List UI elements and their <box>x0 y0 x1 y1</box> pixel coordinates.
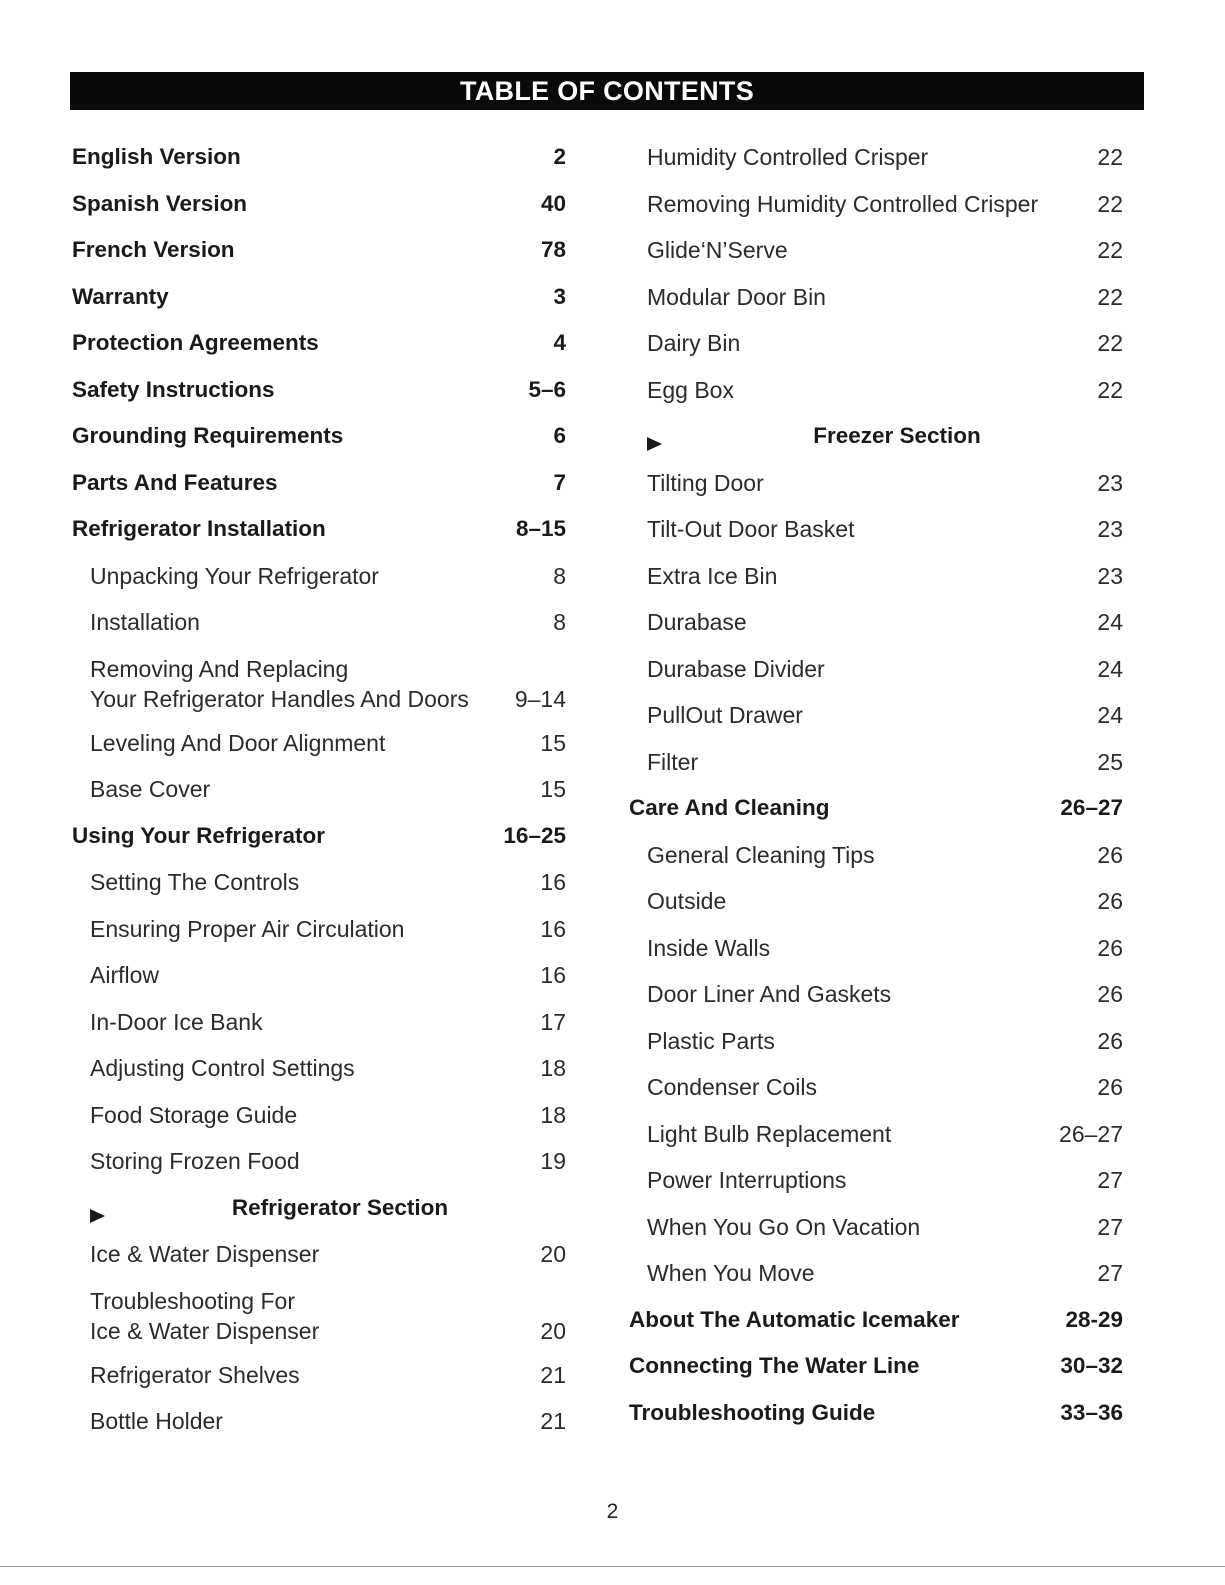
toc-entry <box>72 413 566 460</box>
toc-entry-title <box>72 142 241 172</box>
toc-entry-page: 8 <box>553 609 566 635</box>
toc-entry <box>629 134 1123 181</box>
toc-entry-label: English Version <box>72 144 241 169</box>
toc-entry-title <box>72 375 275 405</box>
toc-entry-title <box>647 747 698 777</box>
toc-entry-label: Parts And Features <box>72 469 278 495</box>
toc-entry <box>629 1250 1123 1297</box>
toc-entry-label: Adjusting Control Settings <box>90 1055 355 1081</box>
toc-right-column <box>629 134 1123 1436</box>
toc-entry-page: 17 <box>540 1008 566 1035</box>
toc-entry-page: 21 <box>540 1361 566 1388</box>
toc-entry-title <box>647 1165 846 1195</box>
toc-entry <box>72 1278 566 1352</box>
toc-entry-title <box>90 1406 223 1436</box>
bottom-divider <box>0 1566 1225 1567</box>
toc-entry-page: 4 <box>553 330 566 355</box>
toc-entry-page: 26 <box>1097 1074 1123 1100</box>
toc-entry-label: Food Storage Guide <box>90 1101 298 1128</box>
toc-entry <box>72 1398 566 1445</box>
toc-entry-page: 8–15 <box>515 516 566 541</box>
toc-entry-page: 16 <box>540 869 566 895</box>
toc-entry-title <box>647 933 770 963</box>
toc-entry-title <box>629 1351 919 1381</box>
toc-entry-label: Egg Box <box>647 376 734 403</box>
toc-entry-label: Power Interruptions <box>647 1167 847 1193</box>
toc-entry <box>629 1204 1123 1251</box>
toc-entry <box>72 999 566 1046</box>
toc-entry-title <box>90 561 379 591</box>
toc-entry-title <box>647 468 764 498</box>
toc-entry-title <box>90 1146 300 1176</box>
toc-entry <box>629 506 1123 553</box>
toc-entry-title <box>72 514 326 544</box>
toc-entry <box>72 1231 566 1278</box>
toc-entry-title <box>90 1053 355 1083</box>
toc-entry-page: 26 <box>1097 888 1123 914</box>
toc-entry-title <box>72 468 277 498</box>
toc-entry-page: 27 <box>1097 1260 1123 1286</box>
toc-entry-page: 6 <box>553 423 566 448</box>
toc-entry-label: Glide‘N’Serve <box>647 237 788 263</box>
toc-entry-title <box>629 1305 959 1335</box>
toc-entry <box>629 181 1123 228</box>
toc-entry-label: Removing And Replacing Your Refrigerator Handles And Doors <box>90 655 469 712</box>
toc-entry <box>629 1390 1123 1437</box>
toc-entry <box>629 1064 1123 1111</box>
toc-entry-title <box>647 886 726 916</box>
toc-entry-label: Outside <box>647 888 727 914</box>
toc-entry-label: Refrigerator Section <box>231 1194 449 1220</box>
toc-entry-page: 18 <box>540 1101 566 1128</box>
toc-entry-label: Filter <box>647 748 699 775</box>
toc-entry-page: 18 <box>540 1055 566 1081</box>
toc-entry <box>72 320 566 367</box>
toc-entry-label: Storing Frozen Food <box>90 1148 300 1174</box>
toc-entry-title <box>647 561 777 591</box>
toc-entry-page: 22 <box>1097 330 1123 356</box>
toc-entry-title <box>72 421 343 451</box>
toc-entry-page: 15 <box>540 776 566 802</box>
toc-entry-page: 28-29 <box>1065 1306 1123 1332</box>
toc-entry-label: Bottle Holder <box>90 1408 223 1434</box>
toc-entry-label: Door Liner And Gaskets <box>647 981 892 1007</box>
toc-entry-title <box>647 1119 891 1149</box>
toc-entry-page: 22 <box>1097 376 1123 403</box>
right-triangle-arrow-icon <box>90 1209 105 1223</box>
toc-entry <box>629 320 1123 367</box>
toc-entry-page: 26 <box>1097 841 1123 868</box>
toc-entry-title <box>90 654 469 714</box>
toc-entry <box>629 1111 1123 1158</box>
toc-entry-label: Tilting Door <box>647 469 764 496</box>
toc-entry-page: 8 <box>553 562 566 589</box>
toc-entry-page: 30–32 <box>1060 1353 1123 1378</box>
toc-entry <box>629 274 1123 321</box>
toc-left-column <box>72 134 566 1445</box>
toc-entry-page: 25 <box>1097 748 1123 775</box>
toc-entry-page: 24 <box>1097 609 1123 635</box>
toc-entry-title <box>647 235 788 265</box>
toc-entry-page: 26–27 <box>1059 1120 1123 1147</box>
toc-entry-label: Grounding Requirements <box>72 423 344 448</box>
toc-entry-label: Tilt-Out Door Basket <box>647 516 855 542</box>
toc-entry-page: 27 <box>1097 1167 1123 1193</box>
toc-entry-page: 26 <box>1097 1027 1123 1054</box>
toc-entry <box>72 274 566 321</box>
toc-entry-title <box>90 1360 300 1390</box>
toc-entry-label: Humidity Controlled Crisper <box>647 144 929 170</box>
toc-entry-page: 7 <box>553 469 566 495</box>
toc-entry-label: Dairy Bin <box>647 330 741 356</box>
toc-entry <box>72 766 566 813</box>
page-number: 2 <box>606 1500 619 1523</box>
toc-entry-label: Protection Agreements <box>72 330 319 355</box>
toc-entry <box>629 739 1123 786</box>
toc-entry-page: 15 <box>540 729 566 756</box>
toc-entry <box>72 952 566 999</box>
toc-entry-title <box>72 235 235 265</box>
toc-entry-page: 2 <box>553 144 566 169</box>
toc-entry-page: 26–27 <box>1060 795 1123 820</box>
toc-entry <box>72 1045 566 1092</box>
toc-entry-label: Unpacking Your Refrigerator <box>90 562 379 589</box>
toc-entry <box>72 646 566 720</box>
toc-entry-label: Inside Walls <box>647 934 771 961</box>
toc-entry-title <box>72 189 247 219</box>
toc-entry <box>629 1157 1123 1204</box>
toc-entry-title <box>647 282 826 312</box>
toc-entry-label: Troubleshooting Guide <box>629 1399 876 1425</box>
toc-entry-title <box>647 1212 920 1242</box>
toc-entry-label: Ensuring Proper Air Circulation <box>90 915 405 942</box>
toc-entry-title <box>90 960 159 990</box>
toc-entry-page: 40 <box>540 190 566 216</box>
toc-entry-label: When You Go On Vacation <box>647 1213 921 1240</box>
toc-entry-page: 19 <box>540 1148 566 1174</box>
toc-entry-title <box>90 867 299 897</box>
toc-entry-title <box>647 1026 775 1056</box>
toc-entry-page: 24 <box>1097 655 1123 682</box>
toc-entry-page: 26 <box>1097 934 1123 961</box>
toc-entry-title <box>232 1193 448 1223</box>
toc-entry <box>629 1343 1123 1390</box>
toc-entry-title <box>647 328 740 358</box>
toc-entry-page: 20 <box>540 1241 566 1267</box>
toc-entry-page: 3 <box>553 283 566 309</box>
toc-entry-label: Troubleshooting For Ice & Water Dispenser <box>90 1287 320 1344</box>
toc-entry-page: 26 <box>1097 981 1123 1007</box>
toc-entry-page: 9–14 <box>514 685 566 712</box>
toc-entry-label: Spanish Version <box>72 190 248 216</box>
toc-entry <box>72 813 566 860</box>
toc-entry-label: PullOut Drawer <box>647 702 803 728</box>
toc-entry <box>72 720 566 767</box>
toc-entry <box>72 134 566 181</box>
toc-entry-label: Installation <box>90 609 200 635</box>
toc-entry-label: Using Your Refrigerator <box>72 822 325 848</box>
toc-entry <box>629 646 1123 693</box>
toc-entry <box>72 181 566 228</box>
toc-entry-label: In-Door Ice Bank <box>90 1008 263 1035</box>
toc-entry-page: 16 <box>540 962 566 988</box>
toc-entry-label: Durabase <box>647 609 747 635</box>
toc-entry <box>629 692 1123 739</box>
toc-entry-label: French Version <box>72 237 235 262</box>
toc-entry-page: 16 <box>540 915 566 942</box>
toc-entry-label: Safety Instructions <box>72 376 275 402</box>
toc-entry-label: Ice & Water Dispenser <box>90 1241 320 1267</box>
toc-entry-label: Setting The Controls <box>90 869 300 895</box>
toc-entry-page: 22 <box>1097 144 1123 170</box>
toc-entry-page: 78 <box>540 237 566 262</box>
toc-entry-page: 24 <box>1097 702 1123 728</box>
toc-entry-page: 5–6 <box>528 376 566 402</box>
toc-entry-label: Leveling And Door Alignment <box>90 729 386 756</box>
toc-entry <box>629 227 1123 274</box>
toc-entry-title <box>647 700 803 730</box>
toc-entry-label: Refrigerator Shelves <box>90 1361 300 1388</box>
toc-entry-title <box>647 1072 817 1102</box>
toc-entry <box>629 1297 1123 1344</box>
toc-entry-label: Modular Door Bin <box>647 283 826 310</box>
toc-entry-title <box>90 1007 263 1037</box>
toc-entry-title <box>647 1258 815 1288</box>
toc-entry-page: 22 <box>1097 283 1123 310</box>
toc-entry <box>72 227 566 274</box>
toc-entry-title <box>647 189 1038 219</box>
toc-entry-title <box>90 914 404 944</box>
toc-entry-label: Base Cover <box>90 776 211 802</box>
toc-entry-page: 20 <box>540 1317 566 1344</box>
toc-entry-title <box>647 142 928 172</box>
toc-entry-label: About The Automatic Icemaker <box>629 1306 960 1332</box>
toc-entry-title <box>647 979 891 1009</box>
toc-entry <box>629 553 1123 600</box>
toc-entry <box>72 506 566 553</box>
toc-entry <box>72 599 566 646</box>
toc-entry <box>72 367 566 414</box>
toc-entry-label: Extra Ice Bin <box>647 562 778 589</box>
toc-entry-title <box>647 607 747 637</box>
toc-entry-label: Refrigerator Installation <box>72 516 326 541</box>
toc-entry <box>629 460 1123 507</box>
toc-entry <box>629 832 1123 879</box>
toc-entry-title <box>72 821 325 851</box>
toc-entry-page: 22 <box>1097 190 1123 217</box>
toc-entry <box>72 906 566 953</box>
toc-entry-label: Light Bulb Replacement <box>647 1120 892 1147</box>
toc-entry-title <box>647 514 854 544</box>
toc-entry-title <box>90 1100 297 1130</box>
toc-entry-page: 27 <box>1097 1213 1123 1240</box>
toc-entry <box>629 971 1123 1018</box>
toc-entry <box>72 1092 566 1139</box>
toc-entry-label: When You Move <box>647 1260 815 1286</box>
toc-header: TABLE OF CONTENTS <box>70 72 1144 110</box>
toc-entry <box>629 785 1123 832</box>
toc-entry <box>72 460 566 507</box>
toc-entry-page: 23 <box>1097 562 1123 589</box>
toc-entry <box>72 1138 566 1185</box>
toc-entry-title <box>647 654 825 684</box>
toc-section-heading <box>72 1185 566 1232</box>
toc-entry-title <box>90 1286 319 1346</box>
toc-entry-page: 33–36 <box>1060 1399 1123 1425</box>
toc-entry-label: General Cleaning Tips <box>647 841 875 868</box>
toc-entry-page: 21 <box>540 1408 566 1434</box>
toc-entry-title <box>90 774 210 804</box>
toc-entry <box>629 367 1123 414</box>
toc-entry-title <box>629 1398 875 1428</box>
toc-entry-label: Warranty <box>72 283 169 309</box>
toc-entry-title <box>647 375 734 405</box>
toc-entry <box>629 1018 1123 1065</box>
toc-entry-title <box>72 282 169 312</box>
toc-entry-title <box>72 328 319 358</box>
toc-entry <box>629 925 1123 972</box>
toc-entry <box>629 599 1123 646</box>
toc-entry-label: Airflow <box>90 962 160 988</box>
toc-entry-title <box>629 793 829 823</box>
toc-entry <box>72 553 566 600</box>
toc-entry <box>629 878 1123 925</box>
toc-section-heading <box>629 413 1123 460</box>
toc-entry-label: Durabase Divider <box>647 655 825 682</box>
toc-entry-page: 22 <box>1097 237 1123 263</box>
right-triangle-arrow-icon <box>647 437 662 451</box>
toc-entry-title <box>90 728 385 758</box>
toc-entry-label: Connecting The Water Line <box>629 1353 920 1378</box>
toc-entry-page: 16–25 <box>503 822 566 848</box>
toc-entry-title <box>90 607 200 637</box>
toc-entry-page: 23 <box>1097 516 1123 542</box>
toc-entry-title <box>647 840 875 870</box>
toc-entry-label: Care And Cleaning <box>629 795 830 820</box>
toc-entry-label: Plastic Parts <box>647 1027 775 1054</box>
toc-entry-label: Condenser Coils <box>647 1074 818 1100</box>
toc-entry-title <box>813 421 981 451</box>
toc-entry-title <box>90 1239 319 1269</box>
toc-entry <box>72 1352 566 1399</box>
toc-entry-label: Removing Humidity Controlled Crisper <box>647 190 1039 217</box>
toc-entry <box>72 859 566 906</box>
toc-entry-page: 23 <box>1097 469 1123 496</box>
toc-entry-label: Freezer Section <box>813 423 981 448</box>
